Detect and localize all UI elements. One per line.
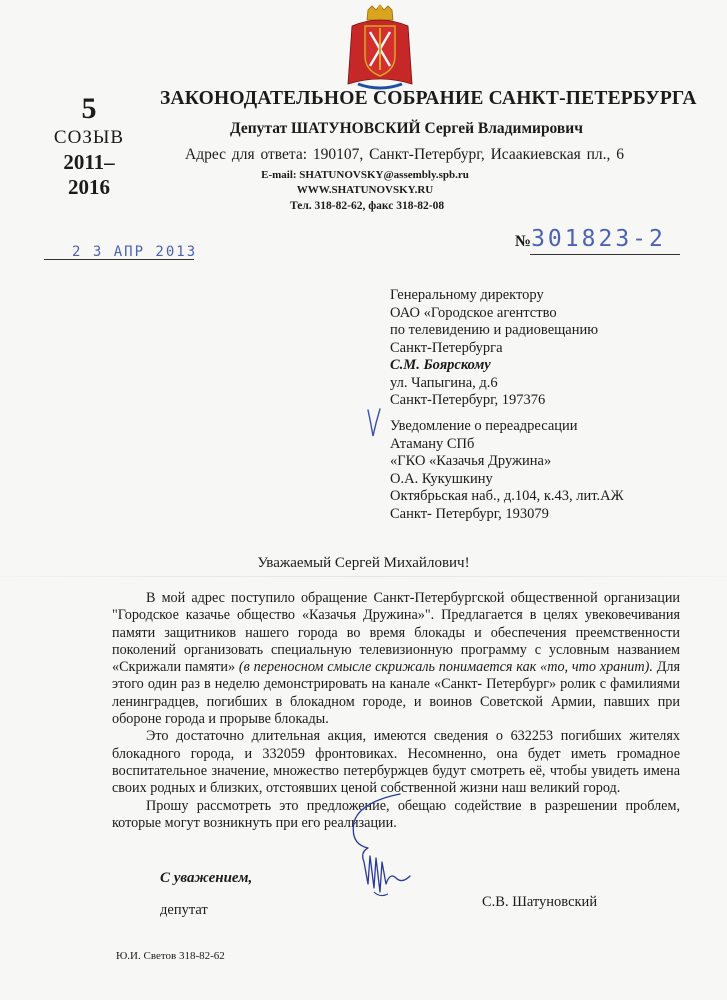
addressee-name: С.М. Боярскому <box>390 357 491 373</box>
addressee-line: ОАО «Городское агентство <box>390 304 557 321</box>
number-sign: № <box>515 233 532 250</box>
executor-line: Ю.И. Светов 318-82-62 <box>116 950 225 962</box>
signer-name: С.В. Шатуновский <box>482 894 598 910</box>
addressee-street: ул. Чапыгина, д.6 <box>390 374 498 391</box>
coat-of-arms-emblem <box>338 4 422 92</box>
addressee-line: Генеральному директору <box>390 287 544 303</box>
date-stamp: 2 3 АПР 2013 <box>72 244 198 260</box>
addressee-line: по телевидению и радиовещанию <box>390 322 599 338</box>
body-paragraph: Это достаточно длительная акция, имеются сведения о 632253 погибших жителях блокадного города, и 332059 фронтовиках. Несомненно, она будет иметь громадное воспитательное значение, множество петербуржцев будут смотреть её, чтобы увидеть имена своих родных и близких, отстоявших ценой собственной жизни наш великий город. <box>112 728 680 797</box>
convocation-years-start: 2011– <box>63 150 115 174</box>
convocation-word: СОЗЫВ <box>53 127 125 148</box>
salutation: Уважаемый Сергей Михайлович! <box>257 555 470 571</box>
website-line: WWW.SHATUNOVSKY.RU <box>296 184 434 196</box>
body-text-span: В мой адрес поступило обращение Санкт-Петербургской общественной организации "Городское казачье общество «Казачья Дружина»". Предлагается в целях увековечивания памяти защитников нашего города во время блокады и обеспечения преемственности поколений организовать специальную телевизионную программу с условным названием «Скрижали памяти» <box>112 590 680 676</box>
convocation-block <box>44 92 134 200</box>
check-mark-icon <box>367 408 381 438</box>
closing-phrase: С уважением, <box>160 870 253 886</box>
redirect-line: Санкт- Петербург, 193079 <box>390 505 549 522</box>
redirect-line: О.А. Кукушкину <box>390 470 493 487</box>
deputy-name: Депутат ШАТУНОВСКИЙ Сергей Владимирович <box>230 120 583 137</box>
redirect-line: «ГКО «Казачья Дружина» <box>390 453 552 469</box>
date-underline <box>44 259 194 260</box>
body-paragraph <box>112 590 680 728</box>
redirect-line: Уведомление о переадресации <box>390 418 578 434</box>
registration-number <box>515 226 666 252</box>
paper-fold <box>0 576 727 577</box>
body-paragraph: Прошу рассмотреть это предложение, обещаю содействие в разрешении проблем, которые могут возникнуть при его реализации. <box>112 797 680 831</box>
redirect-notice-block <box>390 418 624 523</box>
addressee-city: Санкт-Петербург, 197376 <box>390 392 546 408</box>
convocation-years-end: 2016 <box>68 175 110 199</box>
addressee-line: Санкт-Петербурга <box>390 339 503 356</box>
handwritten-signature <box>340 792 430 902</box>
registration-number-value: 301823-2 <box>531 226 666 252</box>
body-text-span: Для этого один раз в неделю демонстрировать на канале «Санкт- Петербург» ролик с фамилиями ленинградцев, погибших в блокадном городе, и воинов Советской Армии, павших при обороне города и прорыве блокады. <box>112 659 680 728</box>
signer-position: депутат <box>160 902 208 918</box>
assembly-title: ЗАКОНОДАТЕЛЬНОЕ СОБРАНИЕ САНКТ-ПЕТЕРБУРГА <box>160 88 697 109</box>
convocation-number: 5 <box>81 92 97 125</box>
redirect-line: Атаману СПб <box>390 435 475 452</box>
phone-line: Тел. 318-82-62, факс 318-82-08 <box>290 200 445 212</box>
registration-underline <box>530 254 680 255</box>
addressee-block <box>390 287 598 410</box>
body-italic-span: (в переносном смысле скрижаль понимается как «то, что хранит). <box>238 659 653 676</box>
reply-address: Адрес для ответа: 190107, Санкт-Петербург, Исаакиевская пл., 6 <box>185 146 625 163</box>
email-line: E-mail: SHATUNOVSKY@assembly.spb.ru <box>261 169 469 181</box>
redirect-line: Октябрьская наб., д.104, к.43, лит.АЖ <box>390 488 624 504</box>
